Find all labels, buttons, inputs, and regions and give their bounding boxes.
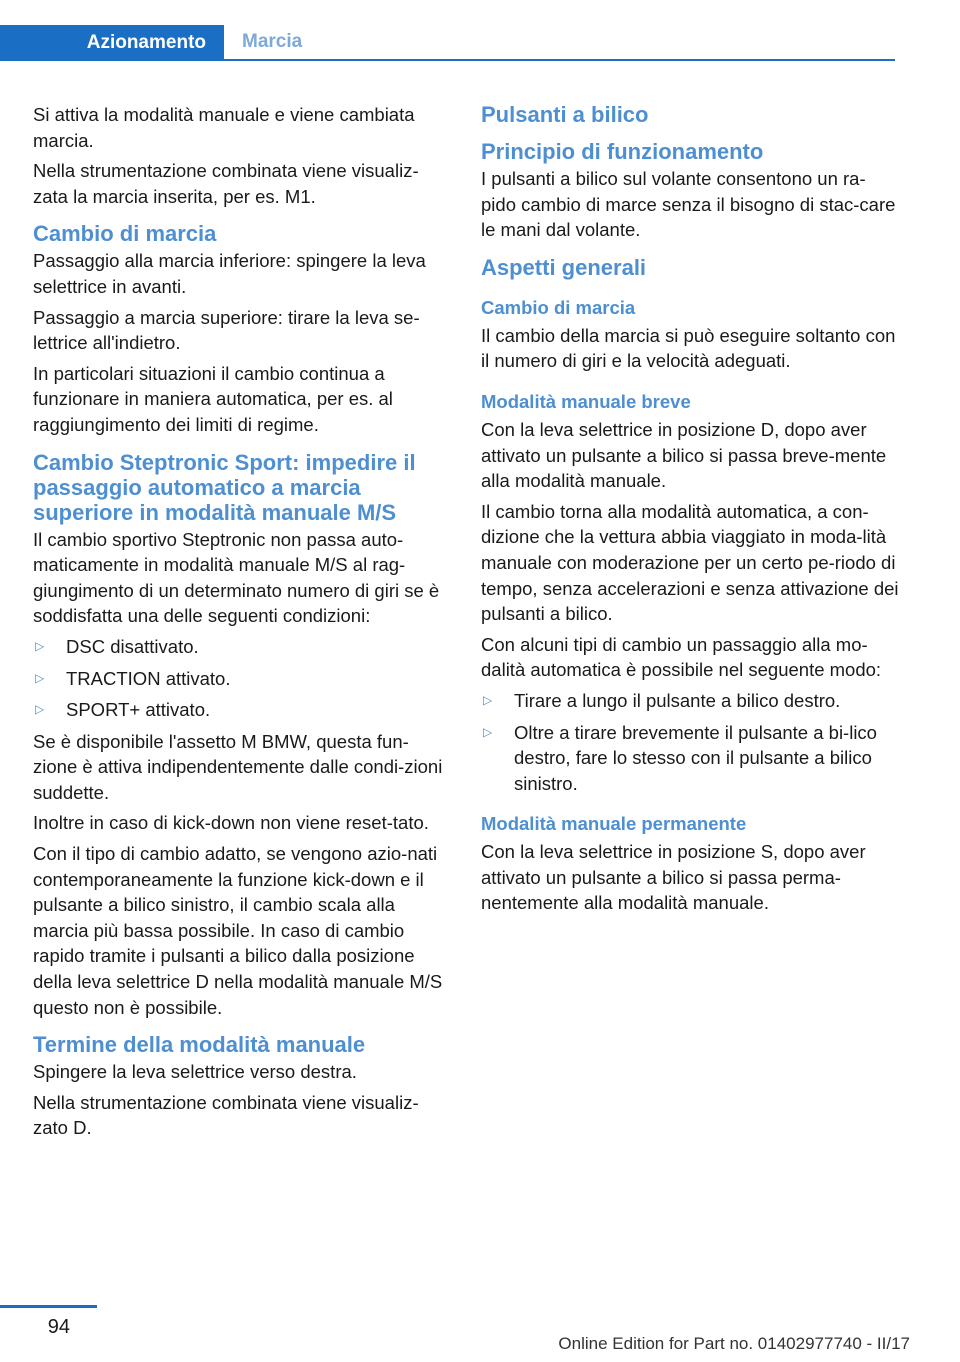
tab-azionamento[interactable]: Azionamento	[0, 25, 224, 61]
paragraph: Con il tipo di cambio adatto, se vengono azio‐nati contemporaneamente la funzione kick-down e il pulsante a bilico sinistro, il cambio scala alla marcia più bassa possibile. In caso di cambio rapido tramite i pulsanti a bilico dalla posizione della leva selettrice D nella modalità manuale M/S questo non è possibile.	[33, 843, 443, 1018]
conditions-list	[33, 634, 451, 723]
list-item	[481, 688, 899, 714]
list-item-text: TRACTION attivato.	[66, 667, 231, 689]
subheading-cambio-di-marcia: Cambio di marcia	[481, 296, 636, 318]
paragraph: I pulsanti a bilico sul volante consentono un ra‐pido cambio di marce senza il bisogno di stac‐care le mani dal volante.	[481, 168, 896, 241]
steps-list	[481, 688, 899, 796]
section-tabs	[0, 25, 895, 61]
paragraph: Con alcuni tipi di cambio un passaggio alla mo‐dalità automatica è possibile nel seguente modo:	[481, 633, 882, 681]
list-item-text: Tirare a lungo il pulsante a bilico destro.	[514, 689, 841, 711]
triangle-bullet-icon: ▷	[483, 692, 493, 707]
edition-footer: Online Edition for Part no. 01402977740 - II/17	[558, 1334, 910, 1353]
subheading-modalita-permanente: Modalità manuale permanente	[481, 813, 747, 835]
paragraph: Si attiva la modalità manuale e viene cambiata marcia.	[33, 104, 415, 151]
page-number-bar	[0, 1305, 97, 1308]
list-item	[33, 666, 451, 692]
paragraph: Il cambio della marcia si può eseguire soltanto con il numero di giri e la velocità adeguati.	[481, 324, 896, 372]
paragraph: Con la leva selettrice in posizione S, dopo aver attivato un pulsante a bilico si passa perma‐nentemente alla modalità manuale.	[481, 841, 866, 914]
page-number: 94	[47, 1316, 70, 1338]
triangle-bullet-icon: ▷	[35, 702, 45, 717]
heading-principio: Principio di funzionamento	[481, 139, 764, 164]
paragraph: Nella strumentazione combinata viene visualiz‐zato D.	[33, 1091, 419, 1139]
list-item-text: Oltre a tirare brevemente il pulsante a bi‐lico destro, fare lo stesso con il pulsante a bilico sinistro.	[514, 721, 877, 794]
triangle-bullet-icon: ▷	[35, 638, 45, 653]
heading-cambio-di-marcia: Cambio di marcia	[33, 221, 217, 247]
paragraph: Il cambio torna alla modalità automatica, a con‐dizione che la vettura abbia viaggiato in moda‐lità manuale con moderazione per un certo pe‐riodo di tempo, senza accelerazioni e senza attivazione dei pulsanti a bilico.	[481, 500, 899, 625]
heading-termine-modalita-manuale: Termine della modalità manuale	[33, 1032, 366, 1058]
paragraph: Spingere la leva selettrice verso destra.	[33, 1061, 357, 1083]
triangle-bullet-icon: ▷	[35, 670, 45, 685]
subheading-modalita-breve: Modalità manuale breve	[481, 390, 691, 412]
heading-aspetti-generali: Aspetti generali	[481, 254, 647, 280]
right-column	[481, 102, 899, 921]
paragraph: Nella strumentazione combinata viene visualiz‐zata la marcia inserita, per es. M1.	[33, 160, 419, 207]
heading-steptronic-sport: Cambio Steptronic Sport: impedire il passaggio automatico a marcia superiore in modalità manuale M/S	[33, 449, 416, 525]
list-item	[481, 720, 899, 797]
heading-pulsanti-a-bilico: Pulsanti a bilico	[481, 102, 649, 127]
list-item	[33, 697, 451, 723]
paragraph: Inoltre in caso di kick-down non viene reset‐tato.	[33, 812, 429, 834]
paragraph: Passaggio alla marcia inferiore: spingere la leva selettrice in avanti.	[33, 250, 426, 297]
tab-marcia[interactable]: Marcia	[224, 25, 895, 61]
paragraph: Passaggio a marcia superiore: tirare la leva se‐lettrice all'indietro.	[33, 306, 420, 354]
list-item-text: DSC disattivato.	[66, 635, 199, 657]
paragraph: Se è disponibile l'assetto M BMW, questa fun‐zione è attiva indipendentemente dalle condi‐zioni suddette.	[33, 730, 443, 803]
paragraph: In particolari situazioni il cambio continua a funzionare in maniera automatica, per es. al raggiungimento dei limiti di regime.	[33, 362, 393, 435]
triangle-bullet-icon: ▷	[483, 724, 493, 739]
paragraph: Il cambio sportivo Steptronic non passa auto‐maticamente in modalità manuale M/S al rag‐giungimento di un determinato numero di giri se è soddisfatta una delle seguenti condizioni:	[33, 528, 440, 627]
paragraph: Con la leva selettrice in posizione D, dopo aver attivato un pulsante a bilico si passa breve‐mente alla modalità manuale.	[481, 418, 887, 492]
list-item	[33, 634, 451, 660]
left-column	[33, 102, 451, 1146]
list-item-text: SPORT+ attivato.	[66, 699, 211, 721]
